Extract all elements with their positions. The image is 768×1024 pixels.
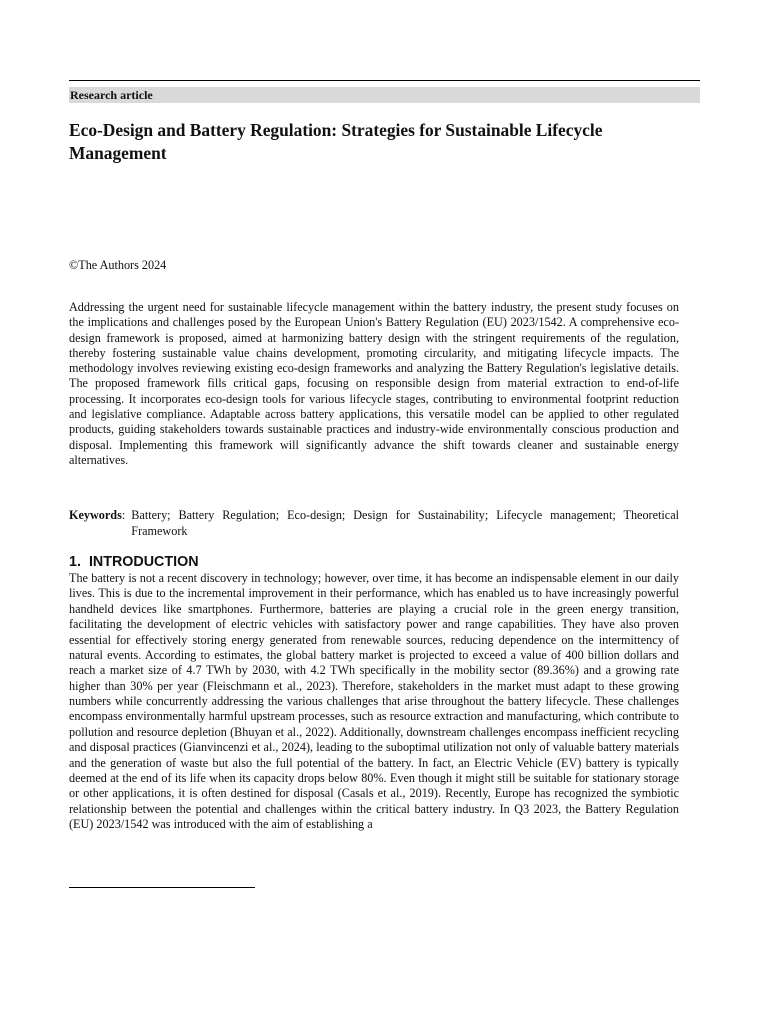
keywords-text: Battery; Battery Regulation; Eco-design; Design for Sustainability; Lifecycle management; Theoretical Framework — [131, 508, 679, 538]
introduction-text: The battery is not a recent discovery in technology; however, over time, it has become an indispensable element in our daily lives. This is due to the incremental improvement in their performance, which has enabled us to have increasingly powerful handheld devices like smartphones. Furthermore, batteries are playing a crucial role in the green energy transition, facilitating the development of electric vehicles with satisfactory power and range capabilities. They have also proven essential for effectively storing energy generated from renewable sources, reducing dependence on the intermittency of natural events. According to estimates, the global battery market is projected to exceed a value of 400 billion dollars and reach a market size of 4.7 TWh by 2030, with 4.2 TWh specifically in the mobility sector (89.36%) and a growing rate higher than 30% per year (Fleischmann et al., 2023). Therefore, stakeholders in the market must adapt to these growing numbers while concurrently addressing the various challenges that arise throughout the battery lifecycle. These challenges encompass environmentally harmful upstream processes, such as resource extraction and manufacturing, which contribute to pollution and resource depletion (Bhuyan et al., 2022). Additionally, downstream challenges encompass inefficient recycling and disposal practices (Gianvincenzi et al., 2024), leading to the suboptimal utilization not only of valuable battery materials and the generation of waste but also the full potential of the battery. In fact, an Electric Vehicle (EV) battery is typically deemed at the end of its life when its capacity drops below 80%. Even though it might still be suitable for stationary storage or other applications, it is often destined for disposal (Casals et al., 2019). Recently, Europe has recognized the symbiotic relationship between the potential and challenges within the critical battery industry. In Q3 2023, the Battery Regulation (EU) 2023/1542 was introduced with the aim of establishing a — [69, 571, 679, 831]
header-rule — [69, 80, 700, 81]
keywords-separator: : — [121, 508, 132, 522]
footnote-rule — [69, 887, 255, 888]
abstract-text: Addressing the urgent need for sustainable lifecycle management within the battery industry, the present study focuses on the implications and challenges posed by the European Union's Battery Regulation (EU) 2023/1542. A comprehensive eco-design framework is proposed, aimed at harmonizing battery design with the stringent requirements of the regulation, thereby fostering sustainable value chains development, promoting circularity, and mitigating lifecycle impacts. The methodology involves reviewing existing eco-design frameworks and analyzing the Battery Regulation's legislative details. The proposed framework fills critical gaps, focusing on responsible design from material extraction to end-of-life processing. It incorporates eco-design tools for various lifecycle stages, contributing to environmental footprint reduction and legislative compliance. Adaptable across battery applications, this versatile model can be applied to other regulated products, guiding stakeholders towards sustainable practices and industry-wide environmentally conscious production and disposal. Implementing this framework will significantly advance the shift towards cleaner and sustainable energy alternatives. — [69, 300, 679, 467]
keywords-label: Keywords — [69, 508, 122, 522]
section-number: 1. — [69, 554, 81, 570]
section-heading — [69, 554, 199, 570]
article-title: Eco-Design and Battery Regulation: Strategies for Sustainable Lifecycle Management — [69, 120, 603, 163]
copyright-notice: ©The Authors 2024 — [69, 258, 167, 272]
section-title: INTRODUCTION — [88, 554, 199, 570]
keywords-block — [69, 508, 679, 539]
article-type-label: Research article — [69, 87, 700, 103]
article-page — [69, 80, 700, 831]
